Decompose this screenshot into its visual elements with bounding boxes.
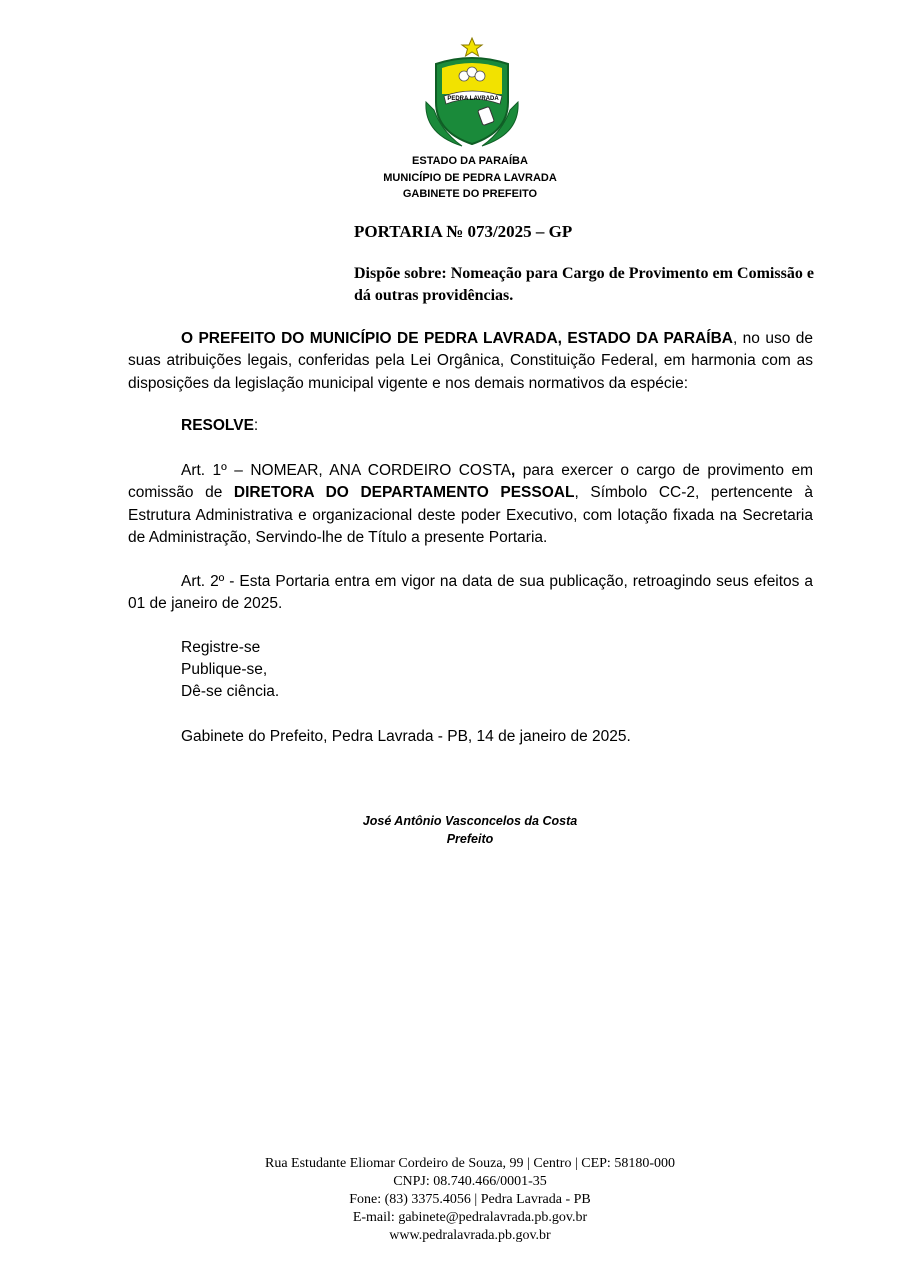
resolve-colon: : bbox=[253, 417, 259, 434]
closing-notice: Dê-se ciência. bbox=[181, 683, 280, 700]
art1-rest: , Símbolo CC-2, pertencente à Estrutura Administrativa e organizacional deste poder Executivo, com lotação fixada na Secretaria de Administração, Servindo-lhe de Título a presente Portaria. bbox=[128, 484, 813, 546]
ementa: Dispõe sobre: Nomeação para Cargo de Provimento em Comissão e dá outras providências. bbox=[354, 265, 814, 304]
closing-publish: Publique-se, bbox=[181, 661, 268, 678]
footer-website: www.pedralavrada.pb.gov.br bbox=[389, 1228, 551, 1243]
date-line: Gabinete do Prefeito, Pedra Lavrada - PB, 14 de janeiro de 2025. bbox=[181, 728, 631, 745]
preamble-paragraph bbox=[128, 328, 813, 395]
resolve-word: RESOLVE bbox=[181, 417, 254, 434]
article-2 bbox=[128, 571, 813, 616]
document-title: PORTARIA № 073/2025 – GP bbox=[354, 222, 573, 241]
art1-mid: para exercer o cargo de provimento em comissão de bbox=[128, 462, 813, 502]
art1-position: DIRETORA DO DEPARTAMENTO PESSOAL bbox=[233, 484, 575, 502]
header-municipality: MUNICÍPIO DE PEDRA LAVRADA bbox=[383, 172, 557, 184]
art1-comma: , bbox=[510, 462, 516, 479]
footer-address: Rua Estudante Eliomar Cordeiro de Souza, 99 | Centro | CEP: 58180-000 bbox=[265, 1156, 675, 1171]
article-1 bbox=[128, 460, 813, 549]
crest-banner-text: PEDRA LAVRADA bbox=[447, 96, 499, 102]
preamble-text: , no uso de suas atribuições legais, conferidas pela Lei Orgânica, Constituição Federal, em harmonia com as disposições da legislação municipal vigente e nos demais normativos da espécie: bbox=[128, 330, 813, 392]
header-office: GABINETE DO PREFEITO bbox=[402, 188, 538, 200]
header-state: ESTADO DA PARAÍBA bbox=[412, 155, 528, 167]
footer-cnpj: CNPJ: 08.740.466/0001-35 bbox=[393, 1174, 547, 1189]
footer-email: E-mail: gabinete@pedralavrada.pb.gov.br bbox=[352, 1210, 588, 1225]
preamble-authority: O PREFEITO DO MUNICÍPIO DE PEDRA LAVRADA, ESTADO DA PARAÍBA bbox=[181, 330, 733, 347]
signature-name: José Antônio Vasconcelos da Costa bbox=[362, 814, 578, 828]
signature-role: Prefeito bbox=[446, 832, 494, 846]
art1-lead: Art. 1º – NOMEAR, ANA CORDEIRO COSTA bbox=[181, 462, 511, 479]
closing-register: Registre-se bbox=[181, 639, 261, 656]
resolve-line bbox=[181, 415, 258, 437]
footer-phone: Fone: (83) 3375.4056 | Pedra Lavrada - PB bbox=[349, 1192, 591, 1207]
art2-text: Art. 2º - Esta Portaria entra em vigor na data de sua publicação, retroagindo seus efeitos a 01 de janeiro de 2025. bbox=[128, 573, 813, 613]
municipal-crest bbox=[422, 36, 522, 152]
